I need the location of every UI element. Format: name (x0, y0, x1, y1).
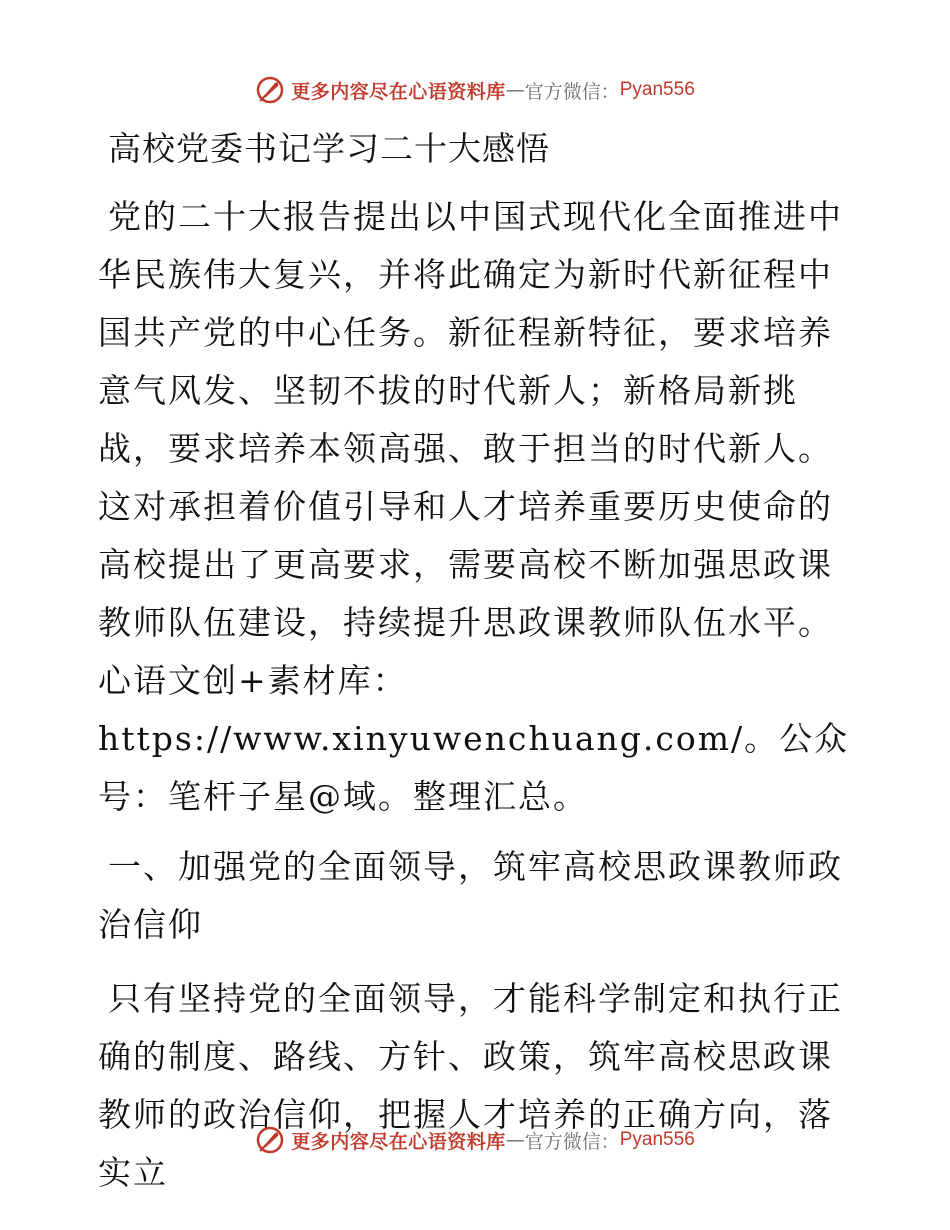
document-title: 高校党委书记学习二十大感悟 (108, 129, 550, 168)
watermark-label: 官方微信： (524, 1130, 620, 1153)
section-heading-1: 一、加强党的全面领导，筑牢高校思政课教师政治信仰 (98, 847, 843, 944)
feather-pen-logo-icon (255, 75, 285, 105)
watermark-dash: — (505, 1129, 525, 1151)
watermark-id: Pyan556 (619, 1129, 695, 1150)
watermark-id: Pyan556 (619, 79, 695, 100)
watermark-dash: — (505, 79, 525, 101)
watermark-label: 官方微信： (524, 80, 620, 103)
paragraph-intro: 党的二十大报告提出以中国式现代化全面推进中华民族伟大复兴，并将此确定为新时代新征程中国共产党的中心任务。新征程新特征，要求培养意气风发、坚韧不拔的时代新人；新格局新挑战，要求培养本领高强、敢于担当的时代新人。这对承担着价值引导和人才培养重要历史使命的高校提出了更高要求，需要高校不断加强思政课教师队伍建设，持续提升思政课教师队伍水平。心语文创+素材库：https://www.xinyuwenchuang.com/。公众号：笔杆子星@域。整理汇总。 (98, 197, 850, 816)
document-body (98, 120, 858, 1202)
watermark-main-text: 更多内容尽在心语资料库 (291, 1130, 506, 1153)
footer-watermark (0, 1120, 950, 1160)
header-watermark (0, 70, 950, 110)
watermark-main-text: 更多内容尽在心语资料库 (291, 80, 506, 103)
paragraph-section-1: 只有坚持党的全面领导，才能科学制定和执行正确的制度、路线、方针、政策，筑牢高校思政课教师的政治信仰，把握人才培养的正确方向，落实立 (98, 979, 843, 1192)
feather-pen-logo-icon (255, 1125, 285, 1155)
